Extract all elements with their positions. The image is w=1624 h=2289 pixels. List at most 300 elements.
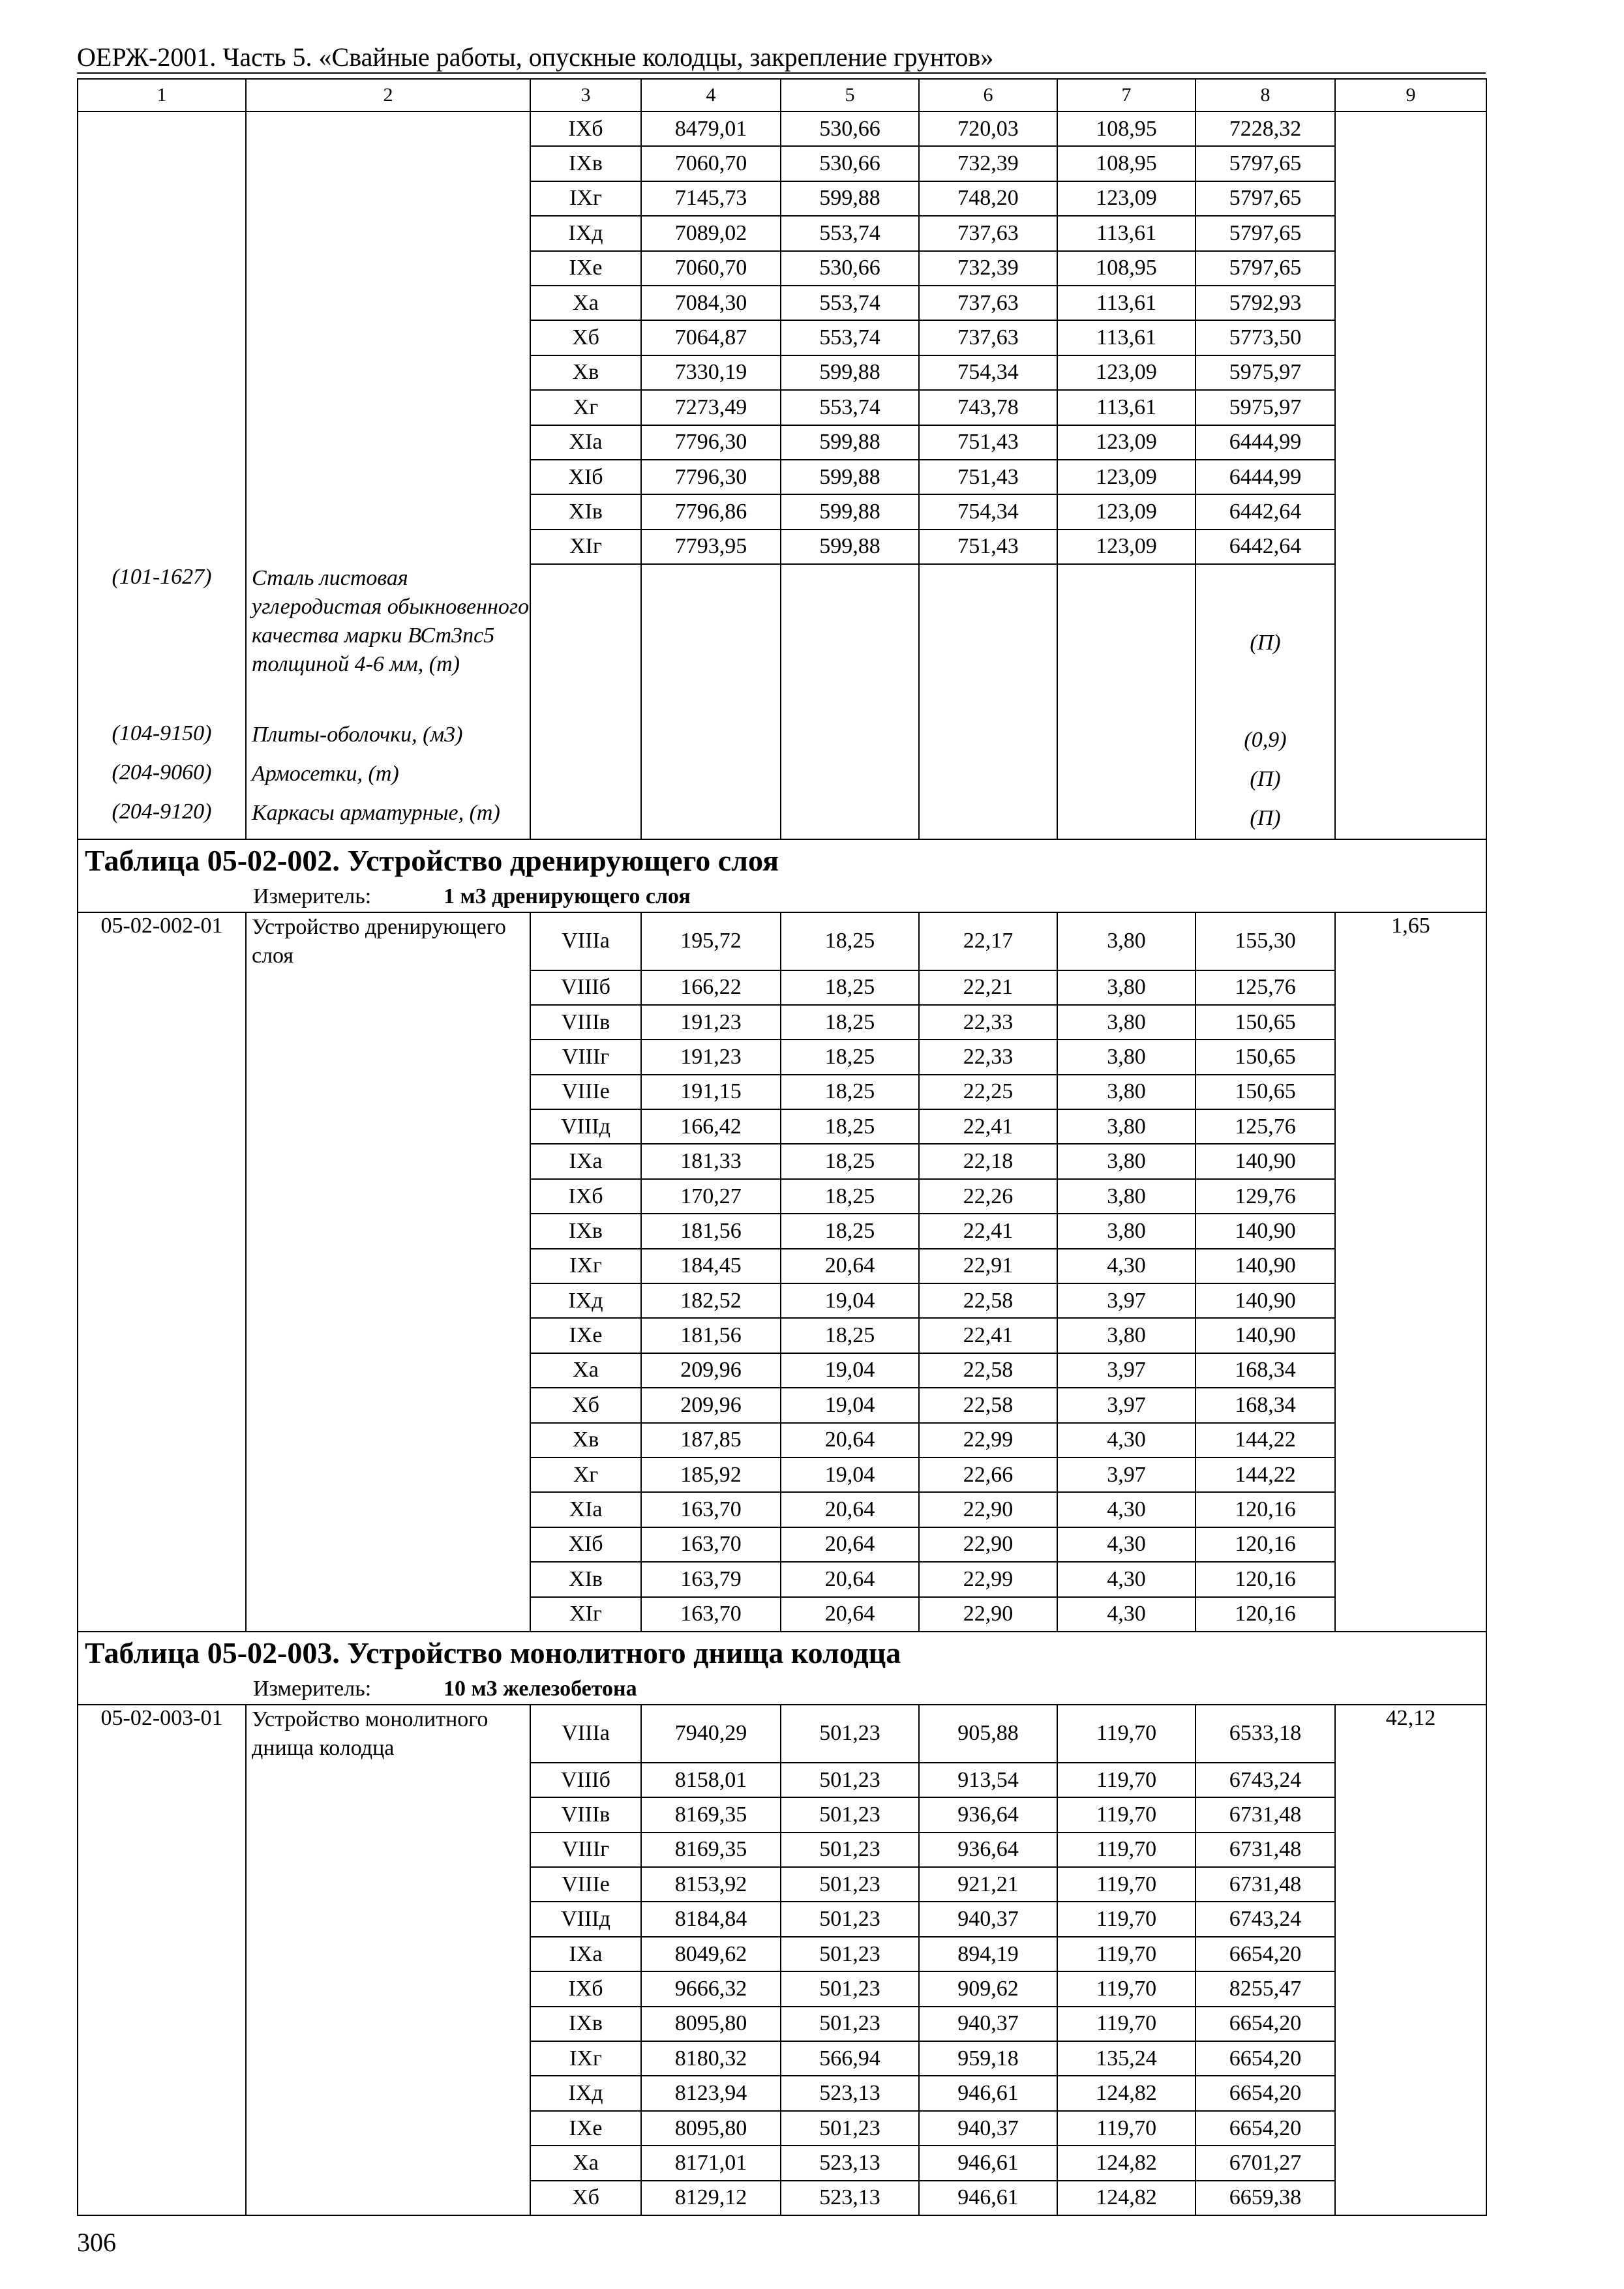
column-number: 4 bbox=[641, 79, 781, 112]
column-9-cell bbox=[1335, 320, 1486, 355]
column-9-cell bbox=[1335, 1318, 1486, 1353]
code-cell bbox=[78, 2111, 246, 2146]
value-cell: 8171,01 bbox=[641, 2146, 781, 2180]
norms-table-body bbox=[78, 79, 1486, 2215]
measure-value: 10 м3 железобетона bbox=[444, 1676, 637, 1701]
column-9-cell bbox=[1335, 1249, 1486, 1283]
value-cell: 18,25 bbox=[781, 1318, 919, 1353]
empty-cell bbox=[1057, 799, 1195, 839]
name-cell bbox=[246, 1971, 530, 2006]
value-cell: IXв bbox=[530, 1214, 641, 1248]
code-cell bbox=[78, 1797, 246, 1832]
column-9-cell: 42,12 bbox=[1335, 1705, 1486, 1763]
value-cell: 501,23 bbox=[781, 1705, 919, 1763]
value-cell: 4,30 bbox=[1057, 1597, 1195, 1632]
value-cell: 7145,73 bbox=[641, 181, 781, 216]
name-cell bbox=[246, 1458, 530, 1492]
value-cell: XIв bbox=[530, 494, 641, 529]
value-cell: 936,64 bbox=[919, 1833, 1057, 1867]
value-cell: 124,82 bbox=[1057, 2181, 1195, 2215]
value-cell: 119,70 bbox=[1057, 1763, 1195, 1797]
value-cell: 530,66 bbox=[781, 251, 919, 286]
value-cell: XIг bbox=[530, 1597, 641, 1632]
code-cell bbox=[78, 1833, 246, 1867]
column-9-cell bbox=[1335, 1763, 1486, 1797]
code-cell bbox=[78, 1763, 246, 1797]
value-cell: 6731,48 bbox=[1195, 1867, 1335, 1902]
value-cell: 501,23 bbox=[781, 1763, 919, 1797]
value-cell: 6654,20 bbox=[1195, 2076, 1335, 2110]
resource-code: (204-9120) bbox=[78, 799, 246, 839]
value-cell: 501,23 bbox=[781, 1937, 919, 1971]
table-row bbox=[78, 355, 1486, 390]
resource-name: Сталь листовая углеродистая обыкновенного качества марки ВСт3пс5 толщиной 4-6 мм, (т) bbox=[246, 564, 530, 721]
value-cell: 3,80 bbox=[1057, 1040, 1195, 1074]
code-cell bbox=[78, 1902, 246, 1936]
column-9-cell bbox=[1335, 760, 1486, 799]
empty-cell bbox=[1057, 760, 1195, 799]
value-cell: 751,43 bbox=[919, 460, 1057, 494]
value-cell: 8123,94 bbox=[641, 2076, 781, 2110]
value-cell: VIIIв bbox=[530, 1797, 641, 1832]
value-cell: Xа bbox=[530, 1353, 641, 1388]
value-cell: 6731,48 bbox=[1195, 1833, 1335, 1867]
table-row bbox=[78, 530, 1486, 564]
name-cell bbox=[246, 1833, 530, 1867]
value-cell: XIв bbox=[530, 1562, 641, 1596]
value-cell: VIIIе bbox=[530, 1867, 641, 1902]
value-cell: 181,33 bbox=[641, 1144, 781, 1178]
column-9-cell bbox=[1335, 1179, 1486, 1214]
code-cell bbox=[78, 494, 246, 529]
value-cell: 22,41 bbox=[919, 1109, 1057, 1144]
table-row bbox=[78, 1388, 1486, 1422]
value-cell: 553,74 bbox=[781, 216, 919, 250]
value-cell: 754,34 bbox=[919, 355, 1057, 390]
value-cell: XIа bbox=[530, 1492, 641, 1527]
column-9-cell bbox=[1335, 1562, 1486, 1596]
table-row bbox=[78, 251, 1486, 286]
value-cell: 7273,49 bbox=[641, 390, 781, 425]
value-cell: 22,18 bbox=[919, 1144, 1057, 1178]
value-cell: 501,23 bbox=[781, 1902, 919, 1936]
code-cell bbox=[78, 1109, 246, 1144]
value-cell: 168,34 bbox=[1195, 1353, 1335, 1388]
table-row bbox=[78, 425, 1486, 460]
value-cell: 7089,02 bbox=[641, 216, 781, 250]
value-cell: 22,41 bbox=[919, 1318, 1057, 1353]
value-cell: IXе bbox=[530, 2111, 641, 2146]
value-cell: 921,21 bbox=[919, 1867, 1057, 1902]
value-cell: 8180,32 bbox=[641, 2041, 781, 2076]
value-cell: 22,21 bbox=[919, 970, 1057, 1005]
value-cell: 530,66 bbox=[781, 146, 919, 181]
value-cell: Xб bbox=[530, 320, 641, 355]
page-number: 306 bbox=[77, 2228, 116, 2257]
name-cell: Устройство монолитного днища колодца bbox=[246, 1705, 530, 1763]
value-cell: 140,90 bbox=[1195, 1249, 1335, 1283]
column-9-cell bbox=[1335, 2111, 1486, 2146]
empty-cell bbox=[781, 799, 919, 839]
resource-row bbox=[78, 799, 1486, 839]
value-cell: 3,97 bbox=[1057, 1458, 1195, 1492]
value-cell: 6444,99 bbox=[1195, 460, 1335, 494]
empty-cell bbox=[530, 799, 641, 839]
column-9-cell bbox=[1335, 1109, 1486, 1144]
value-cell: VIIIа bbox=[530, 912, 641, 970]
value-cell: VIIIд bbox=[530, 1902, 641, 1936]
code-cell bbox=[78, 146, 246, 181]
value-cell: 5975,97 bbox=[1195, 390, 1335, 425]
resource-code: (101-1627) bbox=[78, 564, 246, 721]
name-cell bbox=[246, 530, 530, 564]
column-9-cell bbox=[1335, 355, 1486, 390]
value-cell: 6654,20 bbox=[1195, 2111, 1335, 2146]
value-cell: 530,66 bbox=[781, 112, 919, 146]
name-cell bbox=[246, 1179, 530, 1214]
value-cell: 737,63 bbox=[919, 216, 1057, 250]
resource-name: Армосетки, (т) bbox=[246, 760, 530, 799]
value-cell: 501,23 bbox=[781, 2111, 919, 2146]
value-cell: 123,09 bbox=[1057, 460, 1195, 494]
value-cell: 181,56 bbox=[641, 1318, 781, 1353]
value-cell: 19,04 bbox=[781, 1388, 919, 1422]
value-cell: 119,70 bbox=[1057, 1867, 1195, 1902]
value-cell: 8184,84 bbox=[641, 1902, 781, 1936]
name-cell bbox=[246, 1144, 530, 1178]
table-row bbox=[78, 1492, 1486, 1527]
value-cell: 7228,32 bbox=[1195, 112, 1335, 146]
value-cell: 8255,47 bbox=[1195, 1971, 1335, 2006]
value-cell: 150,65 bbox=[1195, 1005, 1335, 1040]
table-row bbox=[78, 320, 1486, 355]
column-9-cell bbox=[1335, 2146, 1486, 2180]
name-cell bbox=[246, 2111, 530, 2146]
table-row bbox=[78, 1797, 1486, 1832]
value-cell: VIIIг bbox=[530, 1833, 641, 1867]
value-cell: 6533,18 bbox=[1195, 1705, 1335, 1763]
value-cell: 150,65 bbox=[1195, 1040, 1335, 1074]
column-9-cell bbox=[1335, 1144, 1486, 1178]
column-9-cell bbox=[1335, 1937, 1486, 1971]
column-9-cell bbox=[1335, 2181, 1486, 2215]
value-cell: 6743,24 bbox=[1195, 1902, 1335, 1936]
resource-value: (П) bbox=[1195, 760, 1335, 799]
empty-cell bbox=[781, 721, 919, 760]
value-cell: 6654,20 bbox=[1195, 2007, 1335, 2041]
measure-row bbox=[78, 882, 1486, 912]
value-cell: 4,30 bbox=[1057, 1527, 1195, 1562]
value-cell: 22,90 bbox=[919, 1597, 1057, 1632]
column-9-cell bbox=[1335, 2041, 1486, 2076]
code-cell bbox=[78, 460, 246, 494]
table-row bbox=[78, 1005, 1486, 1040]
value-cell: 6731,48 bbox=[1195, 1797, 1335, 1832]
code-cell bbox=[78, 112, 246, 146]
empty-cell bbox=[530, 721, 641, 760]
table-row bbox=[78, 1318, 1486, 1353]
column-9-cell bbox=[1335, 1902, 1486, 1936]
code-cell bbox=[78, 1144, 246, 1178]
column-9-cell bbox=[1335, 1833, 1486, 1867]
value-cell: 18,25 bbox=[781, 912, 919, 970]
code-cell bbox=[78, 355, 246, 390]
value-cell: 553,74 bbox=[781, 286, 919, 320]
value-cell: 191,23 bbox=[641, 1040, 781, 1074]
value-cell: 3,80 bbox=[1057, 970, 1195, 1005]
code-cell bbox=[78, 1005, 246, 1040]
value-cell: Xг bbox=[530, 390, 641, 425]
value-cell: IXд bbox=[530, 1283, 641, 1318]
empty-cell bbox=[919, 564, 1057, 721]
measure-label: Измеритель: bbox=[253, 1676, 372, 1701]
table-row bbox=[78, 1833, 1486, 1867]
value-cell: 4,30 bbox=[1057, 1249, 1195, 1283]
table-title: Таблица 05-02-003. Устройство монолитного днища колодца bbox=[78, 1632, 1486, 1674]
value-cell: 108,95 bbox=[1057, 146, 1195, 181]
table-row bbox=[78, 1423, 1486, 1458]
value-cell: 7060,70 bbox=[641, 146, 781, 181]
value-cell: 120,16 bbox=[1195, 1527, 1335, 1562]
value-cell: 119,70 bbox=[1057, 1971, 1195, 2006]
empty-cell bbox=[781, 564, 919, 721]
value-cell: 6659,38 bbox=[1195, 2181, 1335, 2215]
value-cell: 185,92 bbox=[641, 1458, 781, 1492]
table-row bbox=[78, 1458, 1486, 1492]
code-cell bbox=[78, 2041, 246, 2076]
name-cell bbox=[246, 1597, 530, 1632]
table-row bbox=[78, 1109, 1486, 1144]
value-cell: 5797,65 bbox=[1195, 251, 1335, 286]
code-cell bbox=[78, 1562, 246, 1596]
column-number: 2 bbox=[246, 79, 530, 112]
value-cell: 5975,97 bbox=[1195, 355, 1335, 390]
value-cell: VIIIг bbox=[530, 1040, 641, 1074]
name-cell bbox=[246, 1937, 530, 1971]
code-cell bbox=[78, 1318, 246, 1353]
value-cell: 119,70 bbox=[1057, 1902, 1195, 1936]
value-cell: 113,61 bbox=[1057, 286, 1195, 320]
table-row bbox=[78, 2111, 1486, 2146]
value-cell: Xв bbox=[530, 355, 641, 390]
table-row bbox=[78, 1527, 1486, 1562]
code-cell bbox=[78, 216, 246, 250]
value-cell: 905,88 bbox=[919, 1705, 1057, 1763]
value-cell: 3,80 bbox=[1057, 1075, 1195, 1109]
value-cell: 22,99 bbox=[919, 1562, 1057, 1596]
value-cell: 7796,30 bbox=[641, 460, 781, 494]
value-cell: 6444,99 bbox=[1195, 425, 1335, 460]
value-cell: 135,24 bbox=[1057, 2041, 1195, 2076]
value-cell: 20,64 bbox=[781, 1527, 919, 1562]
value-cell: 894,19 bbox=[919, 1937, 1057, 1971]
name-cell bbox=[246, 286, 530, 320]
column-9-cell bbox=[1335, 564, 1486, 721]
column-9-cell bbox=[1335, 146, 1486, 181]
value-cell: 140,90 bbox=[1195, 1283, 1335, 1318]
measure-cell bbox=[78, 882, 1486, 912]
norms-table bbox=[77, 78, 1487, 2216]
value-cell: 113,61 bbox=[1057, 320, 1195, 355]
name-cell bbox=[246, 1423, 530, 1458]
column-number: 1 bbox=[78, 79, 246, 112]
table-row bbox=[78, 112, 1486, 146]
value-cell: 8158,01 bbox=[641, 1763, 781, 1797]
value-cell: VIIIб bbox=[530, 970, 641, 1005]
column-9-cell bbox=[1335, 1492, 1486, 1527]
code-cell bbox=[78, 1423, 246, 1458]
table-row bbox=[78, 1214, 1486, 1248]
table-row bbox=[78, 2181, 1486, 2215]
table-row bbox=[78, 970, 1486, 1005]
value-cell: 6442,64 bbox=[1195, 494, 1335, 529]
column-9-cell bbox=[1335, 1040, 1486, 1074]
value-cell: IXг bbox=[530, 2041, 641, 2076]
name-cell bbox=[246, 970, 530, 1005]
value-cell: 8129,12 bbox=[641, 2181, 781, 2215]
empty-cell bbox=[919, 760, 1057, 799]
value-cell: VIIIб bbox=[530, 1763, 641, 1797]
resource-code: (204-9060) bbox=[78, 760, 246, 799]
value-cell: XIб bbox=[530, 460, 641, 494]
name-cell bbox=[246, 1527, 530, 1562]
column-9-cell bbox=[1335, 1214, 1486, 1248]
empty-cell bbox=[530, 564, 641, 721]
column-9-cell bbox=[1335, 1005, 1486, 1040]
value-cell: 184,45 bbox=[641, 1249, 781, 1283]
value-cell: 6701,27 bbox=[1195, 2146, 1335, 2180]
code-cell bbox=[78, 390, 246, 425]
value-cell: 501,23 bbox=[781, 1971, 919, 2006]
value-cell: 3,97 bbox=[1057, 1388, 1195, 1422]
value-cell: 18,25 bbox=[781, 1005, 919, 1040]
value-cell: 3,80 bbox=[1057, 1109, 1195, 1144]
code-cell bbox=[78, 1214, 246, 1248]
name-cell bbox=[246, 181, 530, 216]
value-cell: 124,82 bbox=[1057, 2076, 1195, 2110]
code-cell bbox=[78, 1937, 246, 1971]
column-9-cell bbox=[1335, 2076, 1486, 2110]
value-cell: IXд bbox=[530, 2076, 641, 2110]
value-cell: 732,39 bbox=[919, 146, 1057, 181]
column-9-cell bbox=[1335, 2007, 1486, 2041]
value-cell: 123,09 bbox=[1057, 425, 1195, 460]
code-cell bbox=[78, 1249, 246, 1283]
value-cell: 182,52 bbox=[641, 1283, 781, 1318]
resource-name: Каркасы арматурные, (т) bbox=[246, 799, 530, 839]
value-cell: 124,82 bbox=[1057, 2146, 1195, 2180]
value-cell: 22,66 bbox=[919, 1458, 1057, 1492]
value-cell: 163,70 bbox=[641, 1527, 781, 1562]
value-cell: 3,80 bbox=[1057, 1318, 1195, 1353]
running-header: ОЕРЖ-2001. Часть 5. «Свайные работы, опускные колодцы, закрепление грунтов» bbox=[77, 42, 994, 72]
value-cell: 22,25 bbox=[919, 1075, 1057, 1109]
value-cell: Xб bbox=[530, 1388, 641, 1422]
value-cell: 7064,87 bbox=[641, 320, 781, 355]
value-cell: 553,74 bbox=[781, 320, 919, 355]
value-cell: 940,37 bbox=[919, 2111, 1057, 2146]
value-cell: 22,90 bbox=[919, 1492, 1057, 1527]
table-row bbox=[78, 1763, 1486, 1797]
value-cell: 22,99 bbox=[919, 1423, 1057, 1458]
value-cell: 18,25 bbox=[781, 1075, 919, 1109]
value-cell: 5797,65 bbox=[1195, 216, 1335, 250]
table-row bbox=[78, 1705, 1486, 1763]
column-9-cell bbox=[1335, 181, 1486, 216]
value-cell: 959,18 bbox=[919, 2041, 1057, 2076]
column-number: 7 bbox=[1057, 79, 1195, 112]
value-cell: 18,25 bbox=[781, 1214, 919, 1248]
table-row bbox=[78, 2041, 1486, 2076]
column-9-cell bbox=[1335, 1867, 1486, 1902]
empty-cell bbox=[781, 760, 919, 799]
value-cell: 3,80 bbox=[1057, 1005, 1195, 1040]
value-cell: 113,61 bbox=[1057, 390, 1195, 425]
column-9-cell: 1,65 bbox=[1335, 912, 1486, 970]
name-cell bbox=[246, 1902, 530, 1936]
code-cell bbox=[78, 1179, 246, 1214]
value-cell: 501,23 bbox=[781, 2007, 919, 2041]
name-cell bbox=[246, 1040, 530, 1074]
value-cell: 3,80 bbox=[1057, 1214, 1195, 1248]
resource-value: (0,9) bbox=[1195, 721, 1335, 760]
value-cell: 4,30 bbox=[1057, 1492, 1195, 1527]
column-9-cell bbox=[1335, 1458, 1486, 1492]
value-cell: 120,16 bbox=[1195, 1562, 1335, 1596]
value-cell: 7796,30 bbox=[641, 425, 781, 460]
value-cell: 129,76 bbox=[1195, 1179, 1335, 1214]
table-row bbox=[78, 1040, 1486, 1074]
resource-name: Плиты-оболочки, (м3) bbox=[246, 721, 530, 760]
value-cell: 20,64 bbox=[781, 1492, 919, 1527]
value-cell: 19,04 bbox=[781, 1458, 919, 1492]
value-cell: 119,70 bbox=[1057, 2007, 1195, 2041]
value-cell: 123,09 bbox=[1057, 355, 1195, 390]
value-cell: VIIIа bbox=[530, 1705, 641, 1763]
empty-cell bbox=[641, 721, 781, 760]
value-cell: 6743,24 bbox=[1195, 1763, 1335, 1797]
table-row bbox=[78, 494, 1486, 529]
value-cell: 751,43 bbox=[919, 425, 1057, 460]
value-cell: IXб bbox=[530, 1179, 641, 1214]
value-cell: 8153,92 bbox=[641, 1867, 781, 1902]
value-cell: 108,95 bbox=[1057, 251, 1195, 286]
value-cell: 22,58 bbox=[919, 1353, 1057, 1388]
value-cell: 163,70 bbox=[641, 1597, 781, 1632]
value-cell: 22,33 bbox=[919, 1040, 1057, 1074]
column-9-cell bbox=[1335, 390, 1486, 425]
value-cell: IXд bbox=[530, 216, 641, 250]
value-cell: 754,34 bbox=[919, 494, 1057, 529]
table-row bbox=[78, 2007, 1486, 2041]
value-cell: 123,09 bbox=[1057, 494, 1195, 529]
value-cell: Xб bbox=[530, 2181, 641, 2215]
code-cell bbox=[78, 1388, 246, 1422]
value-cell: 144,22 bbox=[1195, 1423, 1335, 1458]
value-cell: 751,43 bbox=[919, 530, 1057, 564]
column-9-cell bbox=[1335, 799, 1486, 839]
code-cell bbox=[78, 425, 246, 460]
name-cell bbox=[246, 1005, 530, 1040]
code-cell: 05-02-002-01 bbox=[78, 912, 246, 970]
table-row bbox=[78, 1179, 1486, 1214]
measure-row bbox=[78, 1674, 1486, 1705]
measure-label: Измеритель: bbox=[253, 884, 372, 908]
value-cell: 501,23 bbox=[781, 1833, 919, 1867]
value-cell: IXг bbox=[530, 181, 641, 216]
value-cell: 166,42 bbox=[641, 1109, 781, 1144]
table-row bbox=[78, 1249, 1486, 1283]
